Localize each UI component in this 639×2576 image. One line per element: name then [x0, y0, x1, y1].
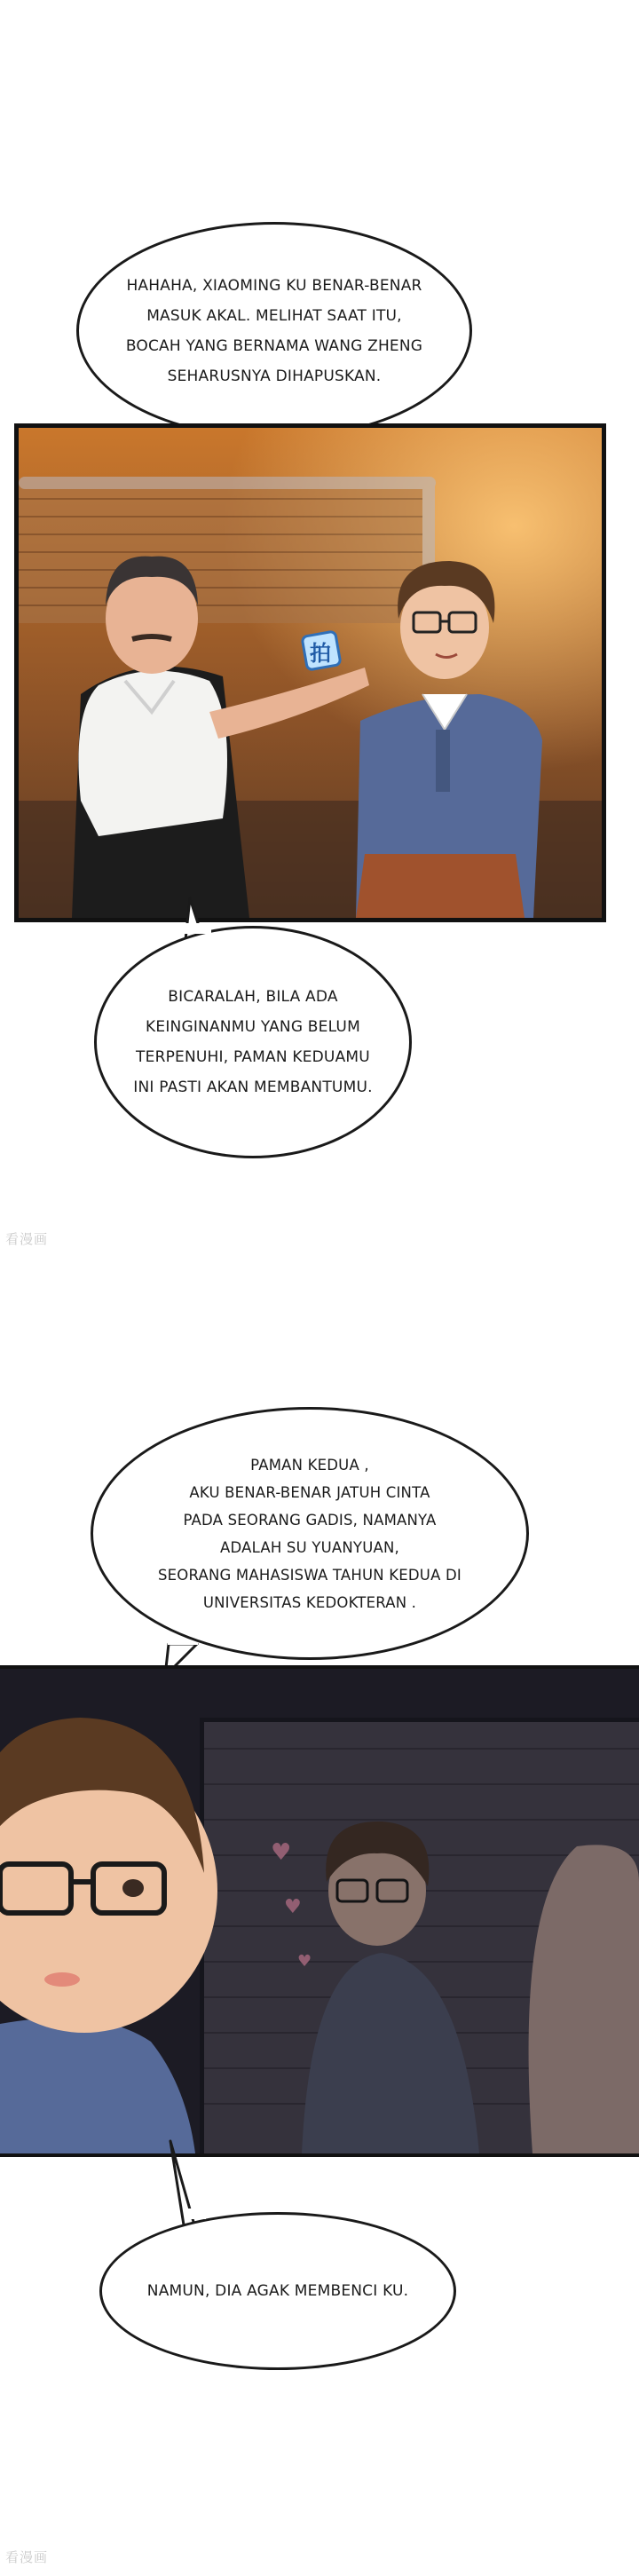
watermark-2: 看漫画 — [5, 2549, 49, 2565]
pat-sfx-text: 拍 — [310, 641, 331, 666]
svg-text:♥: ♥ — [284, 1896, 302, 1918]
speech-bubble-1-text: HAHAHA, XIAOMING KU BENAR-BENAR MASUK AKAL. MELIHAT SAAT ITU, BOCAH YANG BERNAMA WANG ZHENG SEHARUSNYA DIHAPUSKAN. — [125, 276, 423, 385]
watermark-1: 看漫画 — [5, 1231, 49, 1247]
speech-bubble-3-text: PAMAN KEDUA , AKU BENAR-BENAR JATUH CINTA PADA SEORANG GADIS, NAMANYA ADALAH SU YUANYUAN, SEORANG MAHASISWA TAHUN KEDUA DI UNIVERSITAS KEDOKTERAN . — [157, 1456, 462, 1611]
pat-sound-effect — [302, 631, 341, 670]
panel-1-uncle-and-xiaoming — [14, 423, 606, 922]
svg-text:♥: ♥ — [297, 1952, 312, 1971]
speech-bubble-4-tail-mask — [185, 2209, 206, 2219]
brick-wall — [19, 477, 436, 623]
speech-bubble-2-text: BICARALAH, BILA ADA KEINGINANMU YANG BELUM TERPENUHI, PAMAN KEDUAMU INI PASTI AKAN MEMBANTUMU. — [133, 988, 373, 1096]
panel-1-illustration — [19, 428, 602, 918]
speech-bubble-2-tail-mask — [179, 923, 211, 934]
panel-2-illustration — [0, 1669, 639, 2153]
speech-bubble-2 — [94, 926, 412, 1158]
speech-bubble-4-text: NAMUN, DIA AGAK MEMBENCI KU. — [146, 2282, 409, 2300]
speech-bubble-1 — [76, 222, 472, 439]
speech-bubble-3 — [91, 1407, 529, 1660]
panel-2-xiaoming-remembers-girl — [0, 1665, 639, 2157]
svg-text:♥: ♥ — [271, 1839, 292, 1866]
speech-bubble-4 — [99, 2212, 456, 2370]
